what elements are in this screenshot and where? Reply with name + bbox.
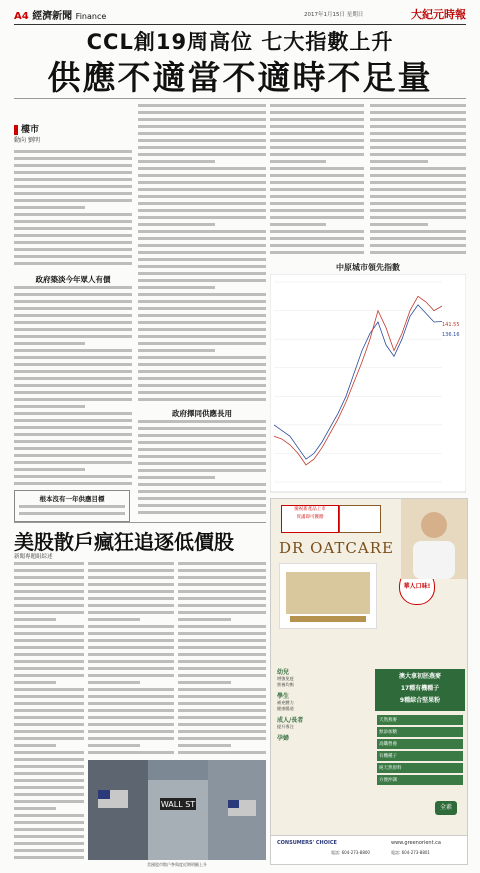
article-column-2	[138, 104, 266, 406]
article-column-4	[370, 104, 466, 256]
series-label-a: 136.16	[442, 332, 460, 338]
ad-slogan: 華人口味!	[399, 569, 435, 605]
subhead-2: 政府擇同供應長用	[172, 409, 232, 418]
article-column-1	[14, 150, 132, 270]
wall-street-photo	[88, 760, 266, 860]
issue-date: 2017年1月15日 星期日	[304, 12, 364, 18]
headline-main: CCL創19周高位 七大指數上升	[86, 30, 394, 54]
ad-footer: CONSUMERS' CHOICE www.greenorient.ca 電話: 604-273-8800 電話: 604-273-8801	[271, 835, 467, 865]
ad-product	[279, 563, 377, 629]
column-byline: 樓市 動向 劉明	[14, 125, 40, 144]
ad-tag-brown	[339, 505, 381, 533]
ad-benefits: 天然燕麥 無添加糖 高纖營養 有機種子 純天然原料 方便沖調	[377, 713, 463, 787]
divider	[14, 98, 466, 99]
headline-big: 供應不適當不適時不足量	[47, 58, 433, 97]
ad-sections: 幼兒 增強免疫 營養均衡 學生 補充體力 健康腸道 成人/長者 提升專注 孕婦	[277, 669, 304, 742]
chart-svg	[270, 274, 466, 494]
photo-caption: 美國股市散戶參與度近期明顯上升	[147, 862, 207, 867]
ad-panel-green: 澳大拿初胚燕麥 17種有機種子 9種綜合堅果粉	[375, 669, 465, 711]
article-column-1b	[14, 286, 132, 486]
story-divider	[14, 522, 266, 523]
svg-text:WALL ST: WALL ST	[160, 800, 196, 809]
sidebar-box: 根本沒有一年供應目標	[14, 490, 130, 522]
publication-logo: 大紀元時報	[411, 8, 466, 21]
article-column-3	[270, 104, 364, 256]
story2-column-2	[88, 562, 174, 756]
story2-headline: 美股散戶瘋狂追逐低價股	[14, 530, 234, 554]
ad-tag-red: 慶祝新產品上市 買滿即可獲贈	[281, 505, 339, 533]
column-marker-icon	[14, 125, 18, 135]
story2-byline: 新聞專題組綜述	[14, 554, 53, 560]
chart-title: 中原城市領先指數	[336, 263, 400, 272]
ad-badge: 全素	[435, 801, 457, 815]
ad-brand: DR OATCARE	[279, 539, 394, 557]
ad-man-photo	[401, 499, 467, 579]
subhead-1: 政府築淡今年眾人有價	[35, 275, 111, 284]
story2-column-1	[14, 562, 84, 862]
section-title: A4 經濟新聞 Finance	[14, 11, 107, 22]
advertisement	[270, 498, 468, 865]
page-header	[14, 6, 466, 25]
story2-column-3	[178, 562, 266, 756]
article-column-2b	[138, 420, 266, 520]
series-label-b: 141.55	[442, 322, 460, 328]
index-chart	[270, 262, 466, 492]
